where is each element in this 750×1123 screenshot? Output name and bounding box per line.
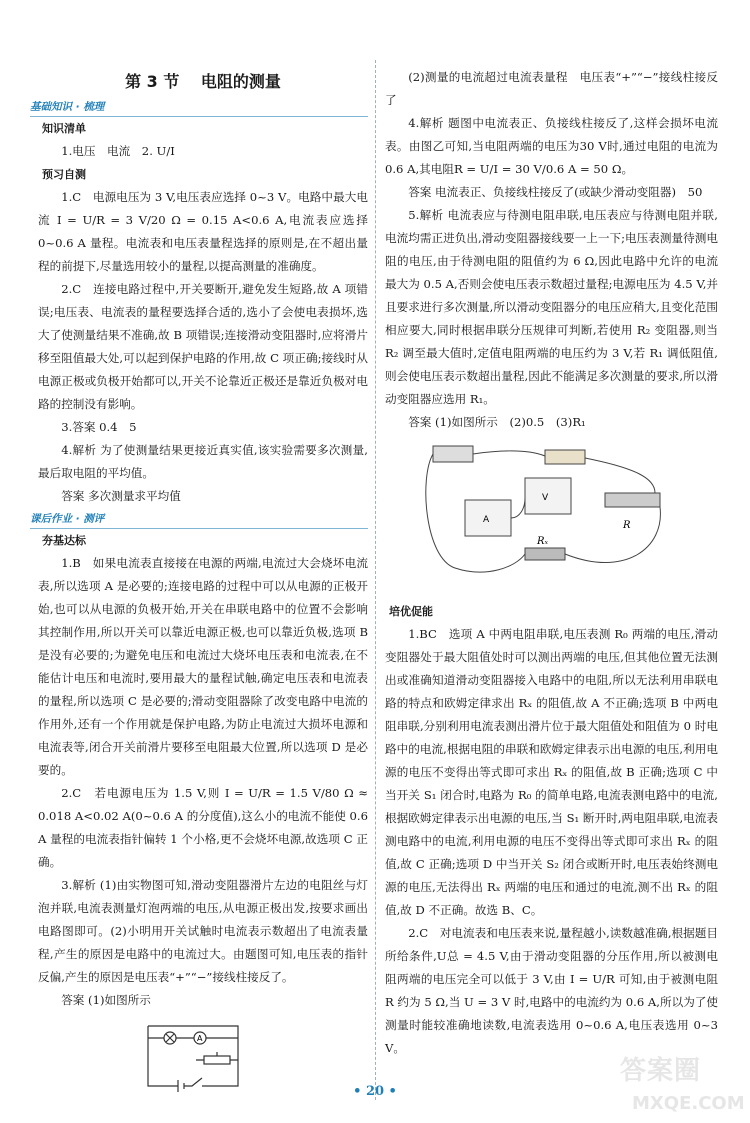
section-bar-basics: 基础知识 · 梳理: [30, 98, 368, 117]
section-title: 电阻的测量: [200, 72, 281, 91]
advanced-q1: 1.BC 选项 A 中两电阻串联,电压表测 R₀ 两端的电压,滑动变阻器处于最大阻值处时可以测出两端的电压,但其他位置无法测出或准确知道滑动变阻器接入电路中的电阻,所以无法利用串联电路的特点和欧姆定律求出 Rₓ 的阻值,故 A 不正确;选项 B 中两电阻串联,分别利用电流表测出滑片位于最大阻值处和阻值为 0 时电路中的电流,根据电阻的串联和欧姆定律表示出电源的电压,利用电源的电压不变得出等式即可求出 Rₓ 的阻值,故 B 正确;选项 C 中当开关 S₁ 闭合时,电路为 R₀ 的简单电路,电流表测电路中的电流,根据欧姆定律表示出电源的电压,当 S₁ 断开时,两电阻串联,电流表测电路中的电流,利用电源的电压不变得出等式即可求出 Rₓ 的阻值,故 C 正确;选项 D 中当开关 S₂ 闭合或断开时,电压表始终测电源的电压,无法得出 Rₓ 两端的电压和通过的电流,测不出 Rₓ 的阻值,故 D 不正确。故选 B、C。: [385, 627, 718, 917]
preview-q4: 4.解析 为了使测量结果更接近真实值,该实验需要多次测量,最后取电阻的平均值。: [38, 443, 368, 480]
watermark-url: MXQE.COM: [632, 1093, 745, 1114]
subheading-advanced: 培优促能: [389, 605, 433, 618]
ammeter-label: A: [197, 1034, 203, 1043]
answer-q4: 答案 电流表正、负接线柱接反了(或缺少滑动变阻器) 50: [408, 185, 703, 199]
subheading-basic: 夯基达标: [42, 534, 86, 547]
answer-3-part2: (2)测量的电流超过电流表量程 电压表“+”“−”接线柱接反了: [385, 70, 718, 107]
preview-q4-answer: 答案 多次测量求平均值: [61, 489, 181, 503]
analysis-q4: 4.解析 题图中电流表正、负接线柱接反了,这样会损坏电流表。由图乙可知,当电阻两端的电压为30 V时,通过电阻的电流为 0.6 A,其电阻R = U/I = 30 V/0.6 A = 50 Ω。: [385, 116, 718, 176]
right-column: [385, 66, 718, 1060]
analysis-q5: 5.解析 电流表应与待测电阻串联,电压表应与待测电阻并联,电流均需正进负出,滑动变阻器接线要一上一下;电压表测量待测电阻的电压,由于待测电阻的阻值约为 6 Ω,因此电路中允许的电流最大为 0.5 A,否则会使电压表示数超过量程;电源电压为 4.5 V,并且要求进行多次测量,所以滑动变阻器分的电压应稍大,且变化范围相应要大,同时根据串联分压规律可判断,若使用 R₂ 变阻器,则当 R₂ 调至最大值时,定值电阻两端的电压约为 3 V,若 R₁ 调低阻值,则会使电压表示数超出量程,因此不能满足多次测量的要求,所以滑动变阻器应选用 R₁。: [385, 208, 718, 406]
rheostat-symbol: [204, 1056, 230, 1064]
advanced-q2: 2.C 对电流表和电压表来说,量程越小,读数越准确,根据题目所给条件,U总 = 4.5 V,由于滑动变阻器的分压作用,所以被测电阻两端的电压完全可以低于 3 V,由 I = U/R 可知,由于被测电阻 R 约为 5 Ω,当 U = 3 V 时,电路中的电流约为 0.6 A,所以为了使测量时能较准确地读数,电流表选用 0~0.6 A,电压表选用 0~3 V。: [385, 926, 718, 1055]
battery-box: [433, 446, 473, 462]
preview-q3: 3.答案 0.4 5: [61, 420, 137, 434]
watermark-logo: 答案圈: [620, 1056, 702, 1086]
apparatus-svg: [425, 438, 665, 588]
basic-q2: 2.C 若电源电压为 1.5 V,则 I = U/R = 1.5 V/80 Ω ≈ 0.018 A<0.02 A(0~0.6 A 的分度值),这么小的电流不能使 0.6 A 量程的电流表指针偏转 1 个小格,更不会烧坏电源,故选项 C 正确。: [38, 786, 368, 869]
preview-q1: 1.C 电源电压为 3 V,电压表应选择 0~3 V。电路中最大电流 I = U/R = 3 V/20 Ω = 0.15 A<0.6 A,电流表应选择 0~0.6 A 量程。电流表和电压表量程选择的原则是,在不超出量程的前提下,尽量选用较小的量程,以提高测量的准确度。: [38, 190, 368, 273]
apparatus-figure: [385, 438, 718, 596]
voltmeter-label: V: [542, 493, 549, 503]
column-divider: [375, 60, 376, 1100]
lamp-cross: [166, 1034, 174, 1042]
switch-base: [545, 450, 585, 464]
basic-q1: 1.B 如果电流表直接接在电源的两端,电流过大会烧坏电流表,所以选项 A 是必要的;连接电路的过程中可以从电源的正极开始,也可以从电源的负极开始,开关在串联电路中的位置不会影响其控制作用,所以开关可以靠近电源正极,也可以靠近负极,选项 B 是没有必要的;为避免电压和电流过大烧坏电压表和电流表,在不能估计电压和电流时,要用最大的量程试触,确定电压表和电流表的量程,所以选项 C 是必要的;滑动变阻器除了改变电路中电流的作用外,还有一个作用就是保护电路,为防止电流过大损坏电源和电流表等,闭合开关前滑片要移至电阻最大位置,所以选项 D 是必要的。: [38, 556, 368, 777]
page-number: • 20 •: [353, 1084, 397, 1099]
left-column: [30, 0, 368, 1118]
answer-q5: 答案 (1)如图所示 (2)0.5 (3)R₁: [408, 415, 586, 429]
resistor-rx: [525, 548, 565, 560]
basic-q3: 3.解析 (1)由实物图可知,滑动变阻器滑片左边的电阻丝与灯泡并联,电流表测量灯泡两端的电压,从电源正极出发,按要求画出电路图即可。(2)小明用开关试触时电流表示数超出了电流表量程,产生的原因是电路中的电流过大。由题图可知,电压表的指针反偏,产生的原因是电压表“+”“−”接线柱接反了。: [38, 878, 368, 984]
rheostat-body: [605, 493, 660, 507]
basic-q3-answer: 答案 (1)如图所示: [61, 993, 151, 1007]
resistor-label: Rₓ: [537, 536, 549, 547]
section-number: 第 3 节: [125, 72, 180, 91]
knowledge-answer: 1.电压 电流 2. U/I: [61, 144, 175, 158]
ammeter-dial-label: A: [483, 515, 490, 525]
page-title: [38, 68, 368, 96]
section-bar-homework: 课后作业 · 测评: [30, 510, 368, 529]
rheostat-label: R: [623, 520, 631, 531]
subheading-knowledge: 知识清单: [42, 122, 86, 135]
subheading-preview: 预习自测: [42, 168, 86, 181]
preview-q2: 2.C 连接电路过程中,开关要断开,避免发生短路,故 A 项错误;电压表、电流表的量程要选择合适的,选小了会使电表损坏,选大了使测量结果不准确,故 B 项错误;连接滑动变阻器时,应将滑片移至阻值最大处,可以起到保护电路的作用,故 C 项正确;接线时从电源正极或负极开始都可以,开关不论靠近正极还是靠近负极对电路的控制没有影响。: [38, 282, 368, 411]
